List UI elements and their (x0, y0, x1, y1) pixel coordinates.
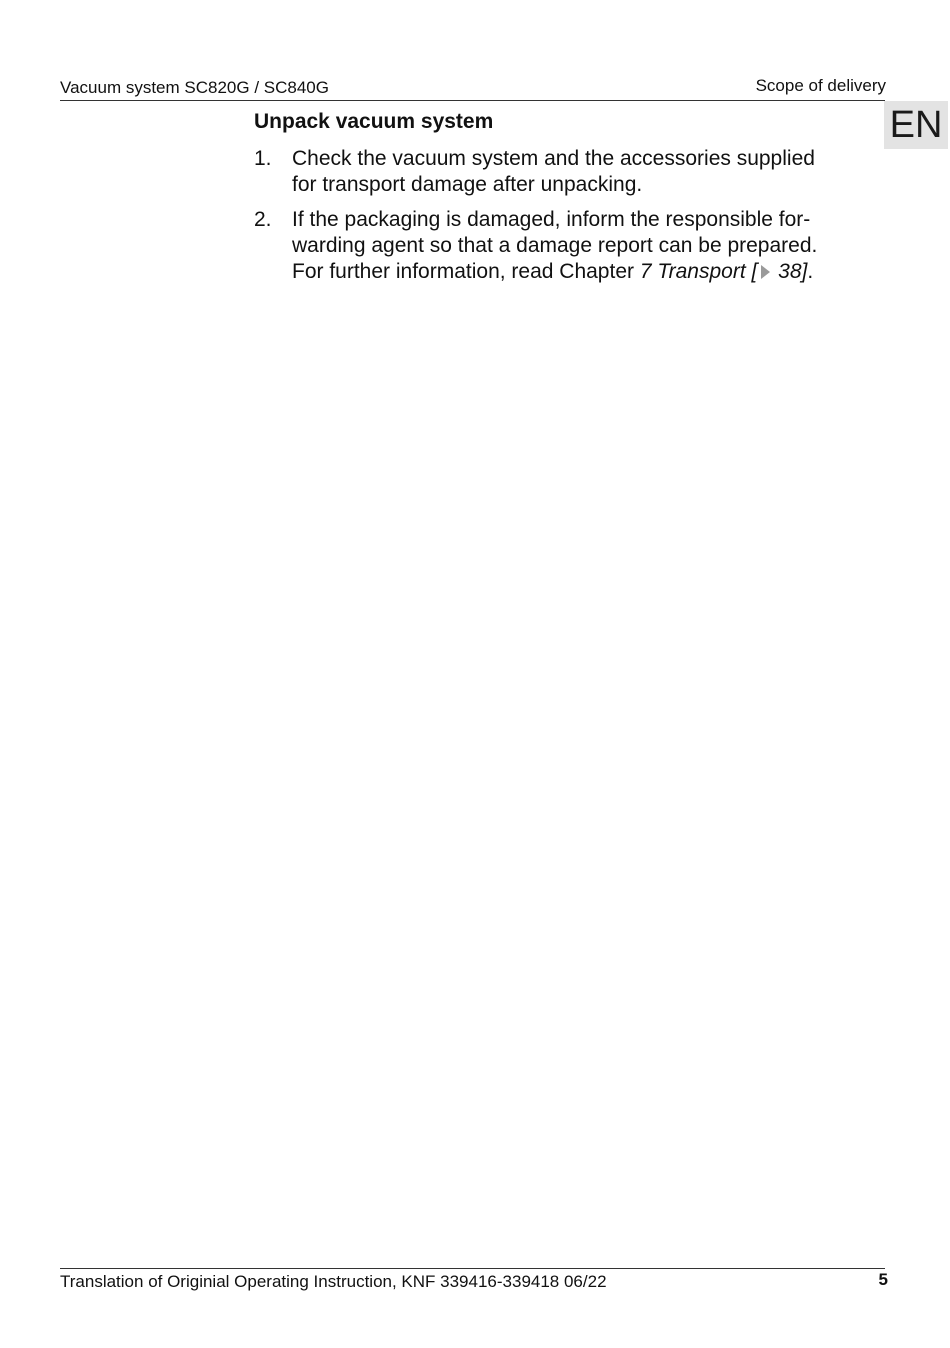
step-text-line: Check the vacuum system and the accessories supplied (292, 147, 815, 170)
list-item (254, 146, 864, 198)
step-text-line: If the packaging is damaged, inform the responsible for- (292, 208, 811, 231)
footer-divider (60, 1268, 885, 1269)
page-number: 5 (878, 1270, 888, 1289)
section-heading: Unpack vacuum system (254, 110, 494, 133)
chapter-link[interactable] (640, 260, 808, 283)
document-title: Vacuum system SC820G / SC840G (60, 78, 329, 97)
chapter-page-ref: 38] (772, 260, 808, 283)
step-text-line: warding agent so that a damage report can be prepared. (292, 234, 818, 257)
section-title: Scope of delivery (755, 76, 886, 95)
step-number: 1. (254, 147, 272, 170)
step-number: 2. (254, 208, 272, 231)
header-divider (60, 100, 885, 101)
footer-text: Translation of Originial Operating Instruction, KNF 339416-339418 06/22 (60, 1272, 607, 1291)
language-tab: EN (884, 101, 948, 149)
reference-prefix: For further information, read Chapter (292, 260, 640, 283)
page-arrow-icon (761, 265, 770, 279)
chapter-link-text: 7 Transport [ (639, 260, 758, 283)
reference-line (292, 259, 864, 285)
steps-list (254, 146, 864, 294)
step-text-line: for transport damage after unpacking. (292, 173, 643, 196)
reference-suffix: . (807, 260, 814, 283)
list-item (254, 207, 864, 285)
